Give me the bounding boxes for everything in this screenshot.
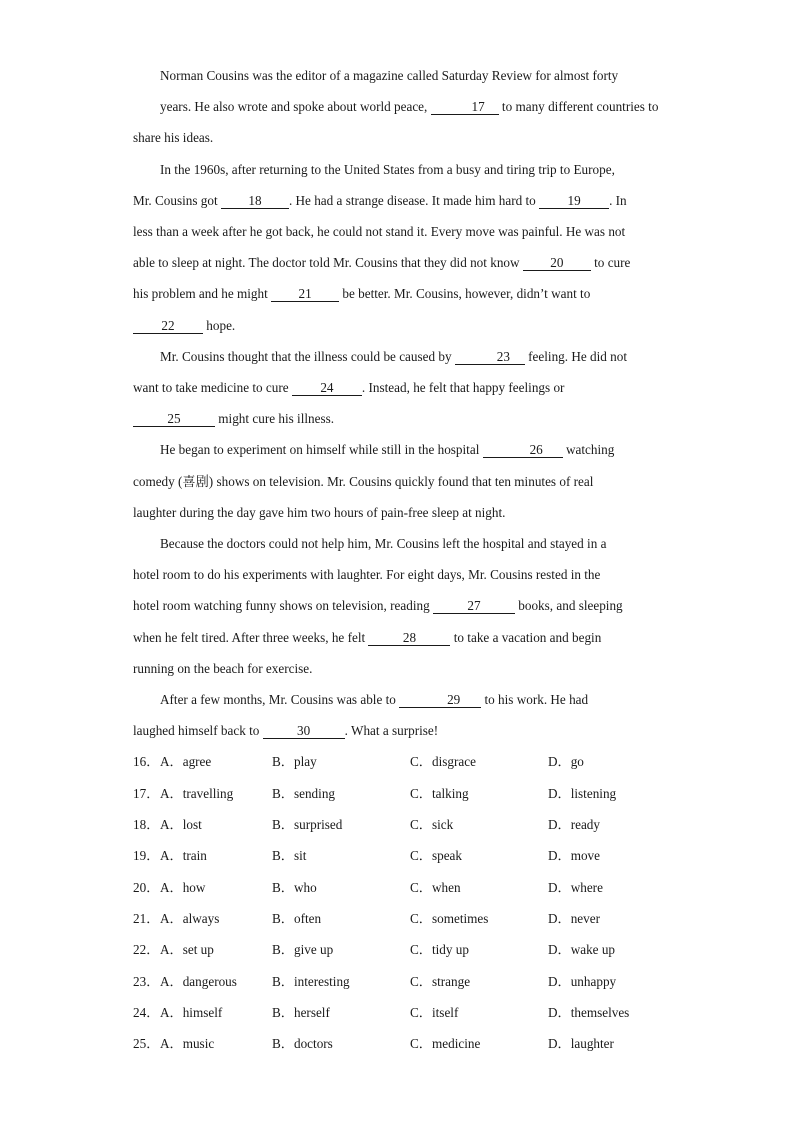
question-number: 23． <box>133 973 160 989</box>
option-c[interactable]: C．tidy up <box>410 942 469 958</box>
text-line: laughed himself back to 30 . What a surprise! <box>133 723 439 739</box>
document-page <box>133 60 668 1059</box>
text-line: years. He also wrote and spoke about world peace, 17 to many different countries to <box>160 99 659 115</box>
option-row-23 <box>133 966 668 997</box>
option-d[interactable]: D．go <box>548 754 584 770</box>
question-number: 25． <box>133 1036 160 1052</box>
option-row-18 <box>133 809 668 840</box>
option-b[interactable]: B．surprised <box>272 817 343 833</box>
question-number: 18． <box>133 817 160 833</box>
option-row-17 <box>133 778 668 809</box>
option-d[interactable]: D．move <box>548 848 601 864</box>
passage-paragraph-1 <box>133 60 668 154</box>
option-a[interactable]: A．dangerous <box>160 973 237 989</box>
option-b[interactable]: B．give up <box>272 942 334 958</box>
option-c[interactable]: C．talking <box>410 785 469 801</box>
text-line: when he felt tired. After three weeks, he felt 28 to take a vacation and begin <box>133 629 602 645</box>
option-row-19 <box>133 840 668 871</box>
text-line: Norman Cousins was the editor of a magazine called Saturday Review for almost forty <box>160 68 619 83</box>
option-row-24 <box>133 997 668 1028</box>
passage-paragraph-3 <box>133 341 668 435</box>
text-line: He began to experiment on himself while still in the hospital 26 watching <box>160 442 615 458</box>
option-row-25 <box>133 1028 668 1059</box>
blank-30: 30 <box>263 724 345 739</box>
option-b[interactable]: B．sending <box>272 785 336 801</box>
text-line: comedy (喜剧) shows on television. Mr. Cousins quickly found that ten minutes of real <box>133 473 594 489</box>
option-d[interactable]: D．where <box>548 879 603 895</box>
passage-paragraph-5 <box>133 528 668 684</box>
option-row-21 <box>133 903 668 934</box>
option-row-16 <box>133 746 668 777</box>
text-line: able to sleep at night. The doctor told Mr. Cousins that they did not know 20 to cure <box>133 255 631 271</box>
text-line: running on the beach for exercise. <box>133 660 313 676</box>
blank-17: 17 <box>431 100 499 115</box>
option-c[interactable]: C．when <box>410 879 461 895</box>
option-b[interactable]: B．often <box>272 910 322 926</box>
question-number: 22． <box>133 942 160 958</box>
option-row-22 <box>133 934 668 965</box>
blank-28: 28 <box>368 631 450 646</box>
option-d[interactable]: D．laughter <box>548 1036 614 1052</box>
option-b[interactable]: B．interesting <box>272 973 350 989</box>
option-a[interactable]: A．travelling <box>160 785 234 801</box>
blank-29: 29 <box>399 693 481 708</box>
option-a[interactable]: A．music <box>160 1036 215 1052</box>
option-c[interactable]: C．speak <box>410 848 463 864</box>
option-d[interactable]: D．ready <box>548 817 600 833</box>
option-a[interactable]: A．train <box>160 848 207 864</box>
text-line: Mr. Cousins got 18 . He had a strange disease. It made him hard to 19 . In <box>133 192 627 208</box>
question-number: 24． <box>133 1004 160 1020</box>
option-b[interactable]: B．herself <box>272 1004 330 1020</box>
blank-19: 19 <box>539 194 609 209</box>
text-line: his problem and he might 21 be better. Mr. Cousins, however, didn’t want to <box>133 286 591 302</box>
option-d[interactable]: D．themselves <box>548 1004 630 1020</box>
blank-21: 21 <box>271 287 339 302</box>
text-line: laughter during the day gave him two hours of pain-free sleep at night. <box>133 504 506 520</box>
blank-23: 23 <box>455 350 525 365</box>
option-c[interactable]: C．disgrace <box>410 754 476 770</box>
blank-27: 27 <box>433 599 515 614</box>
option-b[interactable]: B．who <box>272 879 317 895</box>
option-c[interactable]: C．sick <box>410 817 454 833</box>
text-line: 25 might cure his illness. <box>133 403 668 434</box>
option-a[interactable]: A．always <box>160 910 220 926</box>
blank-22: 22 <box>133 319 203 334</box>
option-b[interactable]: B．play <box>272 754 317 770</box>
option-row-20 <box>133 872 668 903</box>
option-a[interactable]: A．how <box>160 879 206 895</box>
question-number: 21． <box>133 910 160 926</box>
question-number: 16． <box>133 754 160 770</box>
text-line: hotel room to do his experiments with laughter. For eight days, Mr. Cousins rested in the <box>133 567 601 583</box>
option-a[interactable]: A．lost <box>160 817 202 833</box>
answer-options <box>133 746 668 1059</box>
option-a[interactable]: A．agree <box>160 754 212 770</box>
option-d[interactable]: D．wake up <box>548 942 616 958</box>
option-d[interactable]: D．unhappy <box>548 973 617 989</box>
option-b[interactable]: B．sit <box>272 848 307 864</box>
question-number: 20． <box>133 879 160 895</box>
text-line: hotel room watching funny shows on television, reading 27 books, and sleeping <box>133 598 623 614</box>
text-line: After a few months, Mr. Cousins was able to 29 to his work. He had <box>160 692 589 708</box>
passage-paragraph-4 <box>133 434 668 528</box>
blank-25: 25 <box>133 412 215 427</box>
option-c[interactable]: C．sometimes <box>410 910 489 926</box>
blank-26: 26 <box>483 443 563 458</box>
passage-paragraph-2 <box>133 154 668 341</box>
text-line: less than a week after he got back, he could not stand it. Every move was painful. He was not <box>133 224 626 240</box>
text-line: Because the doctors could not help him, Mr. Cousins left the hospital and stayed in a <box>160 536 607 552</box>
option-c[interactable]: C．medicine <box>410 1036 481 1052</box>
question-number: 17． <box>133 785 160 801</box>
option-b[interactable]: B．doctors <box>272 1036 333 1052</box>
option-d[interactable]: D．never <box>548 910 600 926</box>
text-line: Mr. Cousins thought that the illness could be caused by 23 feeling. He did not <box>160 348 628 364</box>
option-c[interactable]: C．itself <box>410 1004 459 1020</box>
passage-paragraph-6 <box>133 684 668 746</box>
blank-24: 24 <box>292 381 362 396</box>
blank-20: 20 <box>523 256 591 271</box>
text-line: want to take medicine to cure 24 . Instead, he felt that happy feelings or <box>133 380 565 396</box>
text-line: In the 1960s, after returning to the United States from a busy and tiring trip to Europe, <box>160 161 615 177</box>
text-line: 22 hope. <box>133 310 668 341</box>
option-a[interactable]: A．himself <box>160 1004 223 1020</box>
option-a[interactable]: A．set up <box>160 942 214 958</box>
blank-18: 18 <box>221 194 289 209</box>
question-number: 19． <box>133 848 160 864</box>
option-c[interactable]: C．strange <box>410 973 471 989</box>
option-d[interactable]: D．listening <box>548 785 617 801</box>
text-line: share his ideas. <box>133 130 214 146</box>
